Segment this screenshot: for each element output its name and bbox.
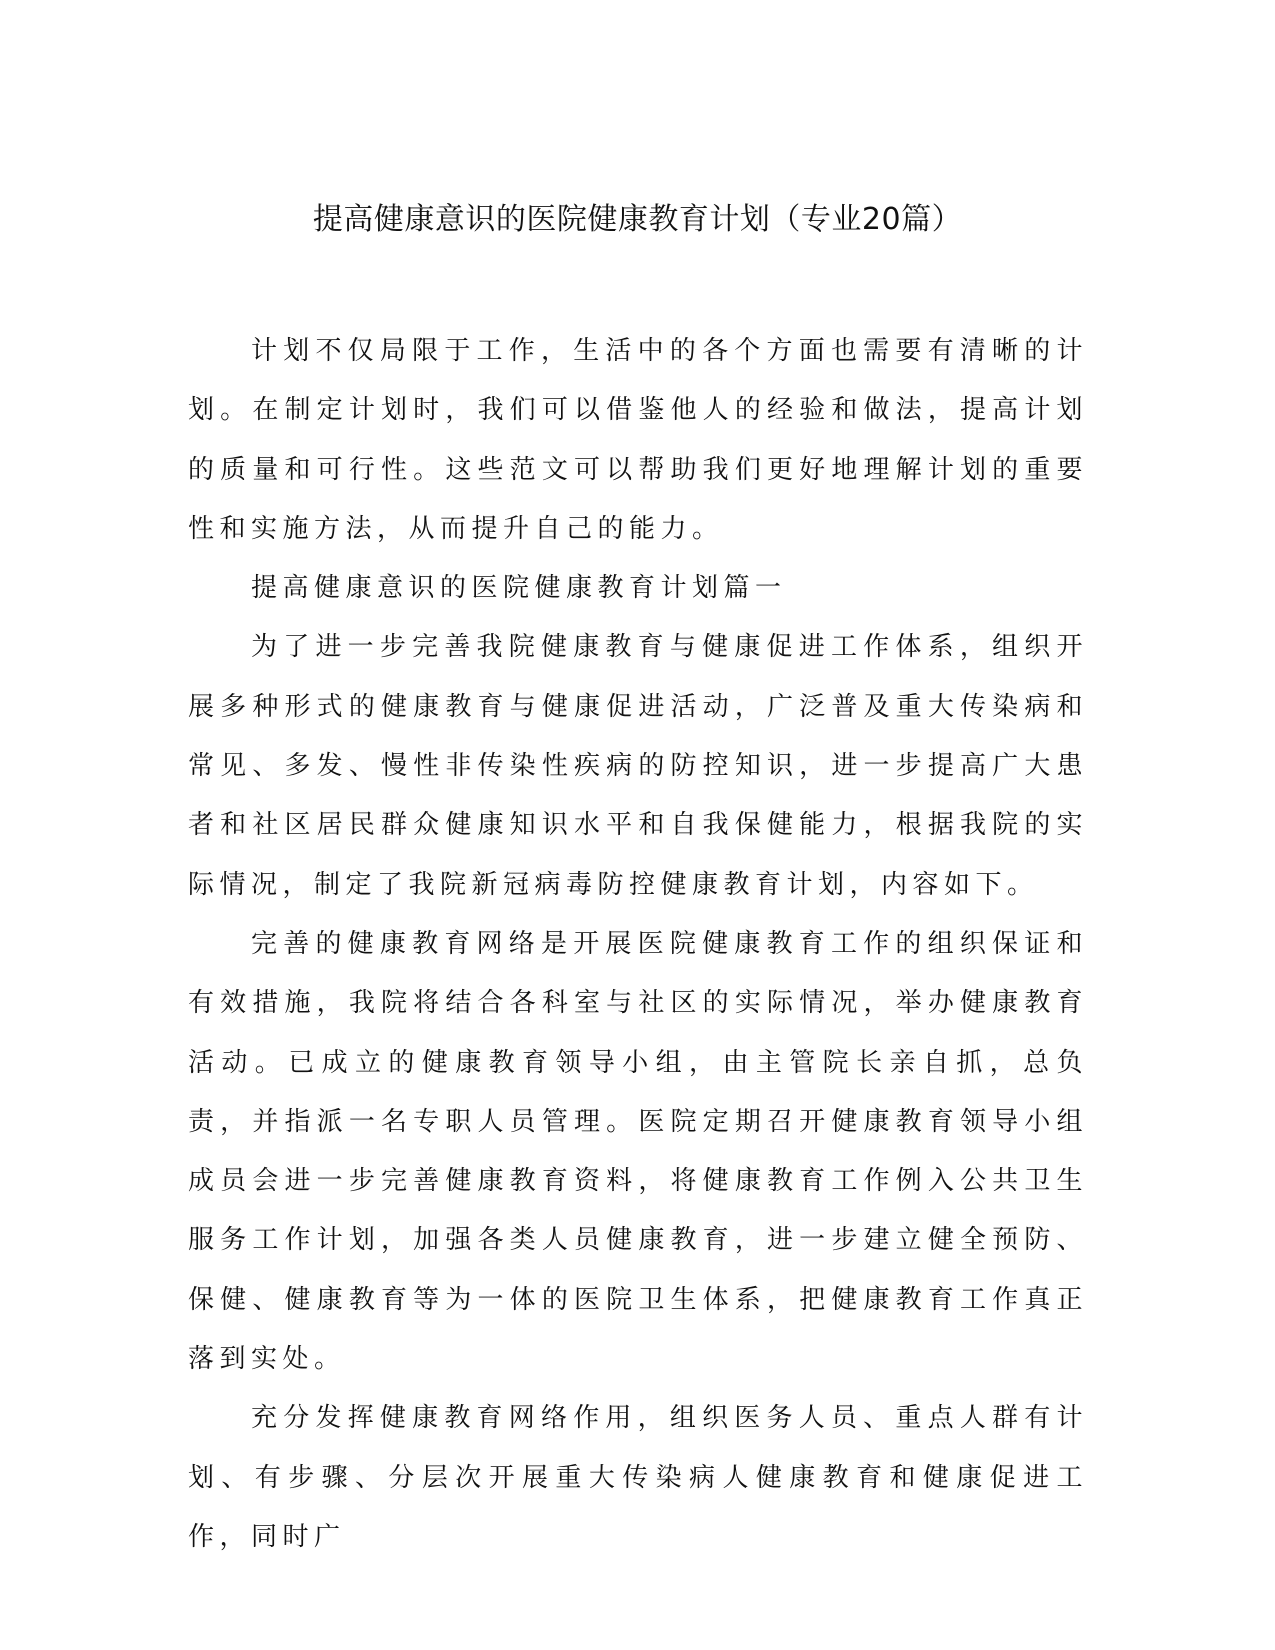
document-body — [188, 322, 1088, 1567]
body-paragraph: 充分发挥健康教育网络作用，组织医务人员、重点人群有计划、有步骤、分层次开展重大传染病人健康教育和健康促进工作，同时广 — [188, 1403, 1088, 1552]
document-title: 提高健康意识的医院健康教育计划（专业20篇） — [312, 202, 963, 237]
body-paragraph: 为了进一步完善我院健康教育与健康促进工作体系，组织开展多种形式的健康教育与健康促进活动，广泛普及重大传染病和常见、多发、慢性非传染性疾病的防控知识，进一步提高广大患者和社区居民群众健康知识水平和自我保健能力，根据我院的实际情况，制定了我院新冠病毒防控健康教育计划，内容如下。 — [188, 632, 1088, 900]
intro-paragraph: 计划不仅局限于工作，生活中的各个方面也需要有清晰的计划。在制定计划时，我们可以借鉴他人的经验和做法，提高计划的质量和可行性。这些范文可以帮助我们更好地理解计划的重要性和实施方法，从而提升自己的能力。 — [188, 336, 1088, 544]
body-paragraph: 完善的健康教育网络是开展医院健康教育工作的组织保证和有效措施，我院将结合各科室与社区的实际情况，举办健康教育活动。已成立的健康教育领导小组，由主管院长亲自抓，总负责，并指派一名专职人员管理。医院定期召开健康教育领导小组成员会进一步完善健康教育资料，将健康教育工作例入公共卫生服务工作计划，加强各类人员健康教育，进一步建立健全预防、保健、健康教育等为一体的医院卫生体系，把健康教育工作真正落到实处。 — [188, 928, 1088, 1375]
section-heading: 提高健康意识的医院健康教育计划篇一 — [251, 573, 787, 604]
